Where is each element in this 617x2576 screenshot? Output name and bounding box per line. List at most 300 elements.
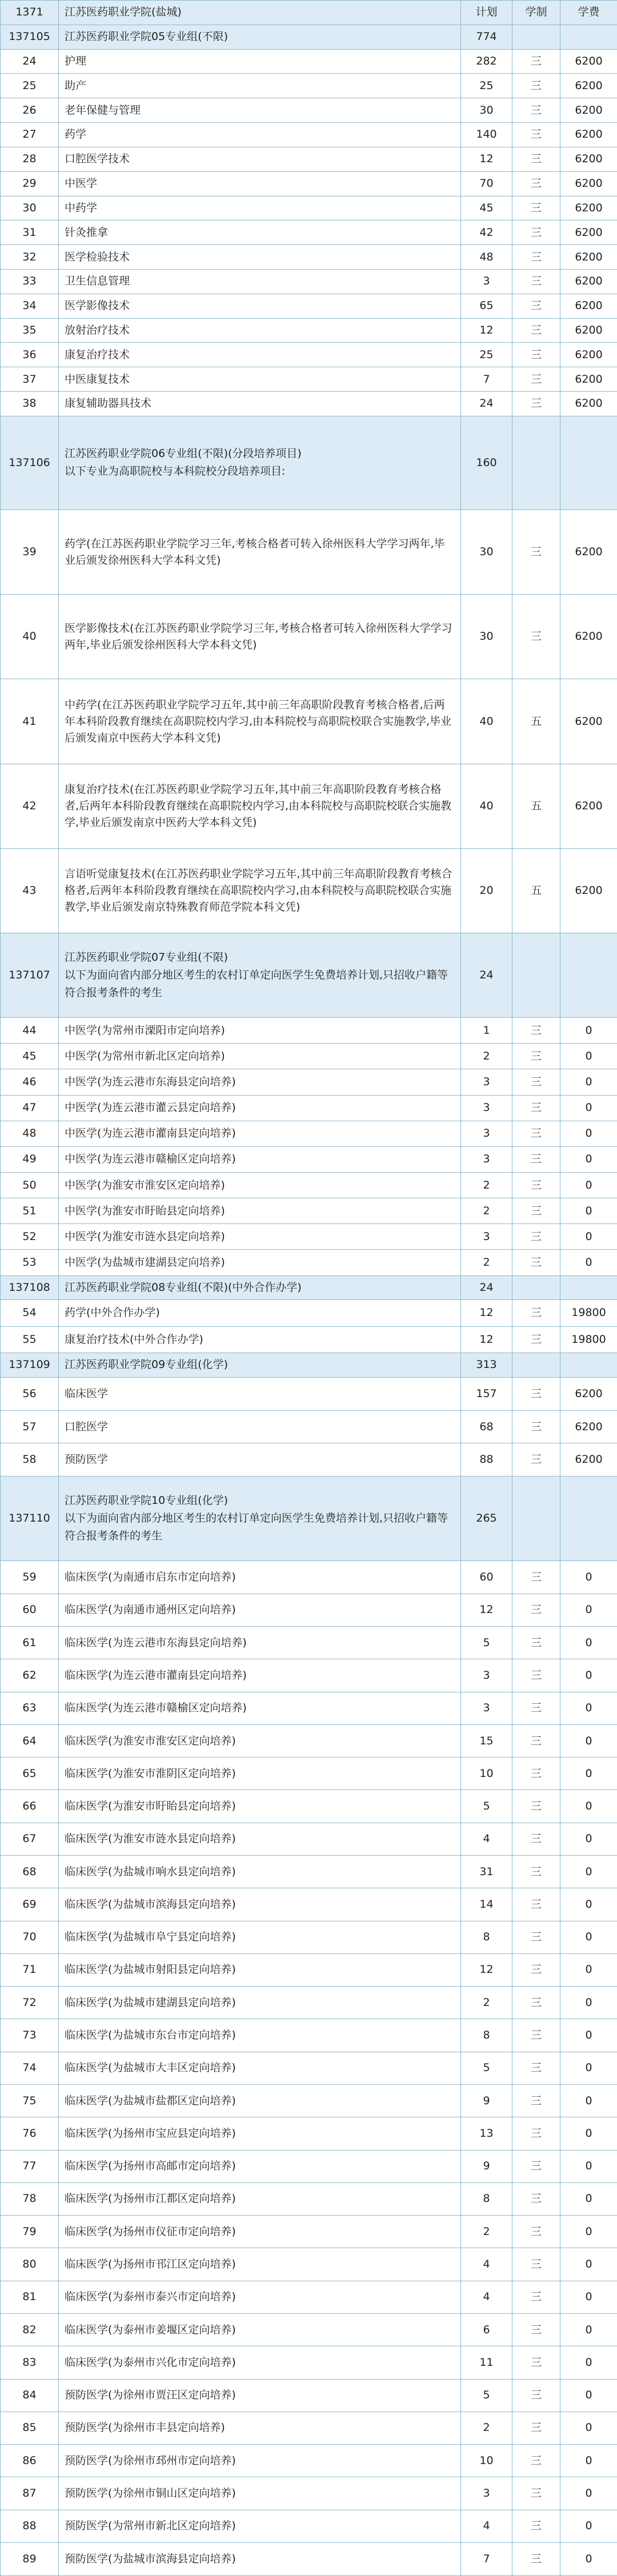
major-fee: 6200 xyxy=(560,1443,617,1476)
major-duration: 三 xyxy=(512,1823,560,1855)
major-plan: 24 xyxy=(461,392,512,416)
major-fee: 0 xyxy=(560,1856,617,1888)
major-plan: 2 xyxy=(461,2412,512,2444)
major-row xyxy=(1,343,617,367)
name-line: 预防医学(为徐州市铜山区定向培养) xyxy=(65,2486,236,2499)
name-line: 临床医学(为盐城市建湖县定向培养) xyxy=(65,1996,236,2009)
major-fee: 0 xyxy=(560,1921,617,1953)
major-name xyxy=(59,764,461,848)
major-plan: 20 xyxy=(461,848,512,933)
major-name xyxy=(59,1790,461,1823)
major-duration: 三 xyxy=(512,1594,560,1626)
major-plan: 4 xyxy=(461,2510,512,2542)
major-row xyxy=(1,367,617,392)
major-duration: 三 xyxy=(512,2019,560,2052)
major-name xyxy=(59,510,461,595)
plan-column-header: 计划 xyxy=(461,1,512,25)
major-plan: 30 xyxy=(461,510,512,595)
major-duration: 三 xyxy=(512,2445,560,2477)
major-fee: 0 xyxy=(560,1172,617,1198)
major-name xyxy=(59,2379,461,2412)
name-line: 预防医学 xyxy=(65,1453,109,1466)
major-row xyxy=(1,123,617,147)
major-row xyxy=(1,1953,617,1986)
major-code: 82 xyxy=(1,2313,59,2346)
major-fee: 0 xyxy=(560,2216,617,2248)
major-duration: 三 xyxy=(512,343,560,367)
name-line: 中医学(为常州市溧阳市定向培养) xyxy=(65,1024,225,1037)
group-name xyxy=(59,25,461,49)
name-line: 临床医学(为淮安市盱眙县定向培养) xyxy=(65,1800,236,1813)
major-fee: 0 xyxy=(560,2019,617,2052)
major-name xyxy=(59,1095,461,1121)
major-fee: 0 xyxy=(560,1044,617,1069)
major-code: 70 xyxy=(1,1921,59,1953)
major-fee: 0 xyxy=(560,1823,617,1855)
major-code: 80 xyxy=(1,2248,59,2281)
major-duration: 五 xyxy=(512,679,560,764)
major-name xyxy=(59,2248,461,2281)
major-fee: 6200 xyxy=(560,147,617,171)
major-name xyxy=(59,1594,461,1626)
major-name xyxy=(59,2281,461,2313)
major-row xyxy=(1,318,617,343)
name-line: 临床医学(为扬州市高邮市定向培养) xyxy=(65,2160,236,2173)
major-plan: 13 xyxy=(461,2117,512,2150)
name-line: 临床医学(为淮安市涟水县定向培养) xyxy=(65,1832,236,1845)
major-row xyxy=(1,1044,617,1069)
major-code: 44 xyxy=(1,1018,59,1044)
institution-code: 1371 xyxy=(1,1,59,25)
major-name xyxy=(59,1888,461,1921)
major-fee: 6200 xyxy=(560,74,617,98)
major-row xyxy=(1,2019,617,2052)
name-line: 预防医学(为徐州市丰县定向培养) xyxy=(65,2421,225,2434)
major-plan: 140 xyxy=(461,123,512,147)
major-duration xyxy=(512,1353,560,1377)
major-plan: 8 xyxy=(461,2182,512,2215)
major-code: 54 xyxy=(1,1300,59,1326)
major-plan: 2 xyxy=(461,1198,512,1224)
major-row xyxy=(1,2412,617,2444)
name-line: 临床医学(为盐城市滨海县定向培养) xyxy=(65,1897,236,1911)
major-fee: 0 xyxy=(560,1198,617,1224)
major-name xyxy=(59,367,461,392)
major-code: 86 xyxy=(1,2445,59,2477)
name-line: 江苏医药职业学院06专业组(不限)(分段培养项目) xyxy=(65,447,302,460)
major-plan: 3 xyxy=(461,1224,512,1250)
major-duration: 三 xyxy=(512,2412,560,2444)
name-line: 中药学(在江苏医药职业学院学习五年,其中前三年高职阶段教育考核合格者,后两年本科阶段教育继续在高职院校内学习,由本科院校与高职院校联合实施教学,毕业后颁发南京中医药大学本科文凭) xyxy=(65,698,452,744)
major-plan: 1 xyxy=(461,1018,512,1044)
major-row xyxy=(1,196,617,220)
major-duration: 三 xyxy=(512,2052,560,2084)
name-line: 助产 xyxy=(65,79,87,92)
major-duration: 三 xyxy=(512,196,560,220)
major-code: 75 xyxy=(1,2084,59,2117)
major-duration: 三 xyxy=(512,2281,560,2313)
major-row xyxy=(1,2182,617,2215)
major-duration: 三 xyxy=(512,595,560,679)
major-plan: 40 xyxy=(461,679,512,764)
major-name xyxy=(59,269,461,294)
major-name xyxy=(59,245,461,270)
major-fee: 0 xyxy=(560,2248,617,2281)
major-code: 37 xyxy=(1,367,59,392)
name-line: 临床医学(为连云港市灌南县定向培养) xyxy=(65,1668,247,1682)
group-plan: 313 xyxy=(461,1353,512,1377)
name-line: 中药学 xyxy=(65,201,98,214)
major-code: 59 xyxy=(1,1561,59,1594)
name-line: 预防医学(为盐城市滨海县定向培养) xyxy=(65,2552,236,2565)
major-name xyxy=(59,74,461,98)
major-row xyxy=(1,1692,617,1724)
major-duration: 三 xyxy=(512,1953,560,1986)
name-line: 中医学(为盐城市建湖县定向培养) xyxy=(65,1255,225,1269)
major-fee: 0 xyxy=(560,2445,617,2477)
major-duration: 三 xyxy=(512,1856,560,1888)
name-line: 口腔医学 xyxy=(65,1420,109,1433)
major-fee: 0 xyxy=(560,2346,617,2379)
name-line: 以下为面向省内部分地区考生的农村订单定向医学生免费培养计划,只招收户籍等符合报考条件的考生 xyxy=(65,969,448,1000)
major-code: 77 xyxy=(1,2150,59,2182)
name-line: 中医学(为连云港市灌南县定向培养) xyxy=(65,1127,236,1140)
major-code: 53 xyxy=(1,1250,59,1275)
major-plan: 5 xyxy=(461,2379,512,2412)
group-name xyxy=(59,1275,461,1300)
major-row xyxy=(1,1146,617,1172)
major-plan: 9 xyxy=(461,2150,512,2182)
name-line: 江苏医药职业学院08专业组(不限)(中外合作办学) xyxy=(65,1281,302,1294)
major-name xyxy=(59,2346,461,2379)
major-row xyxy=(1,2052,617,2084)
name-line: 中医学(为淮安市涟水县定向培养) xyxy=(65,1230,225,1243)
major-duration: 三 xyxy=(512,1044,560,1069)
major-row xyxy=(1,1659,617,1692)
major-fee: 19800 xyxy=(560,1326,617,1353)
major-code: 45 xyxy=(1,1044,59,1069)
name-line: 医学影像技术 xyxy=(65,299,130,312)
name-line: 中医学(为常州市新北区定向培养) xyxy=(65,1049,225,1062)
name-line: 临床医学(为扬州市宝应县定向培养) xyxy=(65,2126,236,2140)
major-fee: 0 xyxy=(560,2052,617,2084)
major-row xyxy=(1,1758,617,1790)
duration-column-header: 学制 xyxy=(512,1,560,25)
major-row xyxy=(1,269,617,294)
major-code: 31 xyxy=(1,220,59,245)
major-duration: 三 xyxy=(512,1790,560,1823)
major-fee: 0 xyxy=(560,2412,617,2444)
major-duration: 三 xyxy=(512,2542,560,2575)
major-code: 42 xyxy=(1,764,59,848)
major-plan: 7 xyxy=(461,367,512,392)
major-plan: 9 xyxy=(461,2084,512,2117)
name-line: 康复治疗技术(在江苏医药职业学院学习五年,其中前三年高职阶段教育考核合格者,后两年本科阶段教育继续在高职院校内学习,由本科院校与高职院校联合实施教学,毕业后颁发南京中医药大学本科文凭) xyxy=(65,783,452,829)
name-line: 临床医学(为连云港市赣榆区定向培养) xyxy=(65,1702,247,1715)
major-code: 51 xyxy=(1,1198,59,1224)
name-line: 临床医学(为泰州市姜堰区定向培养) xyxy=(65,2323,236,2336)
major-row xyxy=(1,595,617,679)
group-code: 137107 xyxy=(1,933,59,1017)
major-row xyxy=(1,1724,617,1757)
major-plan: 12 xyxy=(461,147,512,171)
major-fee: 0 xyxy=(560,1224,617,1250)
major-code: 74 xyxy=(1,2052,59,2084)
name-line: 江苏医药职业学院05专业组(不限) xyxy=(65,30,229,43)
major-fee: 6200 xyxy=(560,196,617,220)
group-row xyxy=(1,416,617,509)
group-name xyxy=(59,416,461,509)
major-name xyxy=(59,1300,461,1326)
major-row xyxy=(1,1627,617,1659)
major-fee xyxy=(560,416,617,509)
group-plan: 265 xyxy=(461,1476,512,1561)
major-name xyxy=(59,123,461,147)
name-line: 老年保健与管理 xyxy=(65,103,141,117)
major-duration xyxy=(512,933,560,1017)
group-plan: 24 xyxy=(461,1275,512,1300)
major-plan: 88 xyxy=(461,1443,512,1476)
name-line: 临床医学(为南通市启东市定向培养) xyxy=(65,1571,236,1584)
major-duration xyxy=(512,416,560,509)
major-duration: 三 xyxy=(512,220,560,245)
major-name xyxy=(59,2150,461,2182)
major-code: 61 xyxy=(1,1627,59,1659)
major-duration: 三 xyxy=(512,2477,560,2510)
major-plan: 12 xyxy=(461,1953,512,1986)
major-code: 47 xyxy=(1,1095,59,1121)
major-duration: 三 xyxy=(512,1410,560,1443)
major-row xyxy=(1,1888,617,1921)
group-row xyxy=(1,1275,617,1300)
major-name xyxy=(59,1692,461,1724)
major-plan: 282 xyxy=(461,49,512,74)
name-line: 中医学(为连云港市灌云县定向培养) xyxy=(65,1101,236,1114)
major-duration: 三 xyxy=(512,1224,560,1250)
major-duration: 三 xyxy=(512,2346,560,2379)
name-line: 临床医学(为南通市通州区定向培养) xyxy=(65,1603,236,1616)
major-row xyxy=(1,2346,617,2379)
major-row xyxy=(1,1561,617,1594)
group-row xyxy=(1,1476,617,1561)
name-line: 临床医学(为连云港市东海县定向培养) xyxy=(65,1636,247,1649)
major-duration xyxy=(512,25,560,49)
major-fee: 0 xyxy=(560,2150,617,2182)
major-code: 60 xyxy=(1,1594,59,1626)
major-name xyxy=(59,848,461,933)
group-row xyxy=(1,25,617,49)
major-code: 52 xyxy=(1,1224,59,1250)
name-line: 预防医学(为徐州市贾汪区定向培养) xyxy=(65,2389,236,2402)
major-duration: 三 xyxy=(512,1172,560,1198)
fee-column-header: 学费 xyxy=(560,1,617,25)
major-duration: 三 xyxy=(512,367,560,392)
major-row xyxy=(1,2445,617,2477)
major-code: 81 xyxy=(1,2281,59,2313)
major-name xyxy=(59,171,461,196)
major-code: 33 xyxy=(1,269,59,294)
major-name xyxy=(59,2542,461,2575)
major-code: 57 xyxy=(1,1410,59,1443)
major-code: 79 xyxy=(1,2216,59,2248)
name-line: 药学(在江苏医药职业学院学习三年,考核合格者可转入徐州医科大学学习两年,毕业后颁发徐州医科大学本科文凭) xyxy=(65,537,445,567)
major-code: 30 xyxy=(1,196,59,220)
major-row xyxy=(1,1326,617,1353)
major-name xyxy=(59,343,461,367)
major-duration: 三 xyxy=(512,1121,560,1146)
major-duration: 三 xyxy=(512,318,560,343)
major-name xyxy=(59,595,461,679)
name-line: 中医康复技术 xyxy=(65,372,130,386)
major-name xyxy=(59,2182,461,2215)
major-duration: 三 xyxy=(512,74,560,98)
major-duration: 三 xyxy=(512,98,560,123)
major-fee xyxy=(560,25,617,49)
major-code: 58 xyxy=(1,1443,59,1476)
major-duration: 三 xyxy=(512,1987,560,2019)
major-row xyxy=(1,2313,617,2346)
major-plan: 14 xyxy=(461,1888,512,1921)
name-line: 临床医学(为淮安市淮安区定向培养) xyxy=(65,1734,236,1747)
major-fee: 6200 xyxy=(560,123,617,147)
name-line: 临床医学(为泰州市泰兴市定向培养) xyxy=(65,2290,236,2304)
major-name xyxy=(59,196,461,220)
major-fee: 6200 xyxy=(560,392,617,416)
major-row xyxy=(1,1594,617,1626)
major-row xyxy=(1,2510,617,2542)
major-plan: 3 xyxy=(461,1146,512,1172)
major-code: 27 xyxy=(1,123,59,147)
name-line: 临床医学(为盐城市东台市定向培养) xyxy=(65,2029,236,2042)
major-row xyxy=(1,1856,617,1888)
major-code: 85 xyxy=(1,2412,59,2444)
major-fee: 0 xyxy=(560,2510,617,2542)
major-duration: 三 xyxy=(512,2182,560,2215)
name-line: 临床医学(为盐城市大丰区定向培养) xyxy=(65,2061,236,2075)
group-row xyxy=(1,1353,617,1377)
major-fee: 6200 xyxy=(560,343,617,367)
major-fee: 0 xyxy=(560,1018,617,1044)
name-line: 中医学(为淮安市盱眙县定向培养) xyxy=(65,1204,225,1217)
major-name xyxy=(59,49,461,74)
major-code: 67 xyxy=(1,1823,59,1855)
major-row xyxy=(1,1224,617,1250)
institution-header-row xyxy=(1,1,617,25)
major-code: 50 xyxy=(1,1172,59,1198)
major-code: 69 xyxy=(1,1888,59,1921)
major-name xyxy=(59,1121,461,1146)
major-fee: 0 xyxy=(560,1888,617,1921)
major-plan: 12 xyxy=(461,1594,512,1626)
name-line: 医学影像技术(在江苏医药职业学院学习三年,考核合格者可转入徐州医科大学学习两年,毕业后颁发徐州医科大学本科文凭) xyxy=(65,621,452,651)
major-fee: 6200 xyxy=(560,220,617,245)
major-fee: 6200 xyxy=(560,318,617,343)
major-plan: 12 xyxy=(461,1326,512,1353)
major-code: 39 xyxy=(1,510,59,595)
major-row xyxy=(1,764,617,848)
name-line: 口腔医学技术 xyxy=(65,153,130,166)
major-duration: 三 xyxy=(512,1069,560,1095)
major-name xyxy=(59,98,461,123)
major-fee: 0 xyxy=(560,1627,617,1659)
major-fee: 0 xyxy=(560,1250,617,1275)
major-row xyxy=(1,1250,617,1275)
major-row xyxy=(1,679,617,764)
major-fee: 0 xyxy=(560,2542,617,2575)
major-fee: 0 xyxy=(560,1069,617,1095)
name-line: 康复治疗技术 xyxy=(65,348,130,361)
major-fee: 0 xyxy=(560,1724,617,1757)
name-line: 临床医学(为淮安市淮阴区定向培养) xyxy=(65,1767,236,1780)
major-row xyxy=(1,1198,617,1224)
table-body xyxy=(1,1,617,2576)
major-duration: 三 xyxy=(512,1921,560,1953)
major-fee: 0 xyxy=(560,2084,617,2117)
major-fee: 6200 xyxy=(560,510,617,595)
major-name xyxy=(59,2052,461,2084)
major-plan: 3 xyxy=(461,1095,512,1121)
major-fee: 6200 xyxy=(560,294,617,318)
major-code: 48 xyxy=(1,1121,59,1146)
major-row xyxy=(1,510,617,595)
name-line: 临床医学(为盐城市响水县定向培养) xyxy=(65,1865,236,1878)
major-plan: 2 xyxy=(461,1250,512,1275)
major-duration: 三 xyxy=(512,2510,560,2542)
group-plan: 774 xyxy=(461,25,512,49)
major-row xyxy=(1,2477,617,2510)
major-code: 56 xyxy=(1,1377,59,1410)
major-name xyxy=(59,1172,461,1198)
major-fee: 6200 xyxy=(560,367,617,392)
major-plan: 5 xyxy=(461,1790,512,1823)
major-row xyxy=(1,294,617,318)
major-name xyxy=(59,1921,461,1953)
major-name xyxy=(59,1069,461,1095)
major-plan: 48 xyxy=(461,245,512,270)
major-duration: 三 xyxy=(512,171,560,196)
major-duration: 三 xyxy=(512,1146,560,1172)
major-name xyxy=(59,1198,461,1224)
major-plan: 3 xyxy=(461,269,512,294)
name-line: 医学检验技术 xyxy=(65,250,130,263)
major-row xyxy=(1,848,617,933)
major-name xyxy=(59,1724,461,1757)
major-duration: 三 xyxy=(512,1692,560,1724)
major-duration xyxy=(512,1476,560,1561)
major-plan: 40 xyxy=(461,764,512,848)
name-line: 江苏医药职业学院07专业组(不限) xyxy=(65,951,229,964)
major-code: 63 xyxy=(1,1692,59,1724)
name-line: 放射治疗技术 xyxy=(65,323,130,336)
major-row xyxy=(1,2216,617,2248)
major-name xyxy=(59,147,461,171)
major-row xyxy=(1,1018,617,1044)
name-line: 中医学(为连云港市东海县定向培养) xyxy=(65,1075,236,1088)
major-plan: 15 xyxy=(461,1724,512,1757)
group-code: 137108 xyxy=(1,1275,59,1300)
major-fee: 0 xyxy=(560,1758,617,1790)
major-name xyxy=(59,1659,461,1692)
major-plan: 65 xyxy=(461,294,512,318)
major-code: 89 xyxy=(1,2542,59,2575)
major-name xyxy=(59,2445,461,2477)
major-fee: 0 xyxy=(560,1953,617,1986)
name-line: 临床医学(为盐城市射阳县定向培养) xyxy=(65,1963,236,1976)
major-duration: 三 xyxy=(512,1300,560,1326)
major-name xyxy=(59,2477,461,2510)
major-code: 26 xyxy=(1,98,59,123)
group-name xyxy=(59,1353,461,1377)
